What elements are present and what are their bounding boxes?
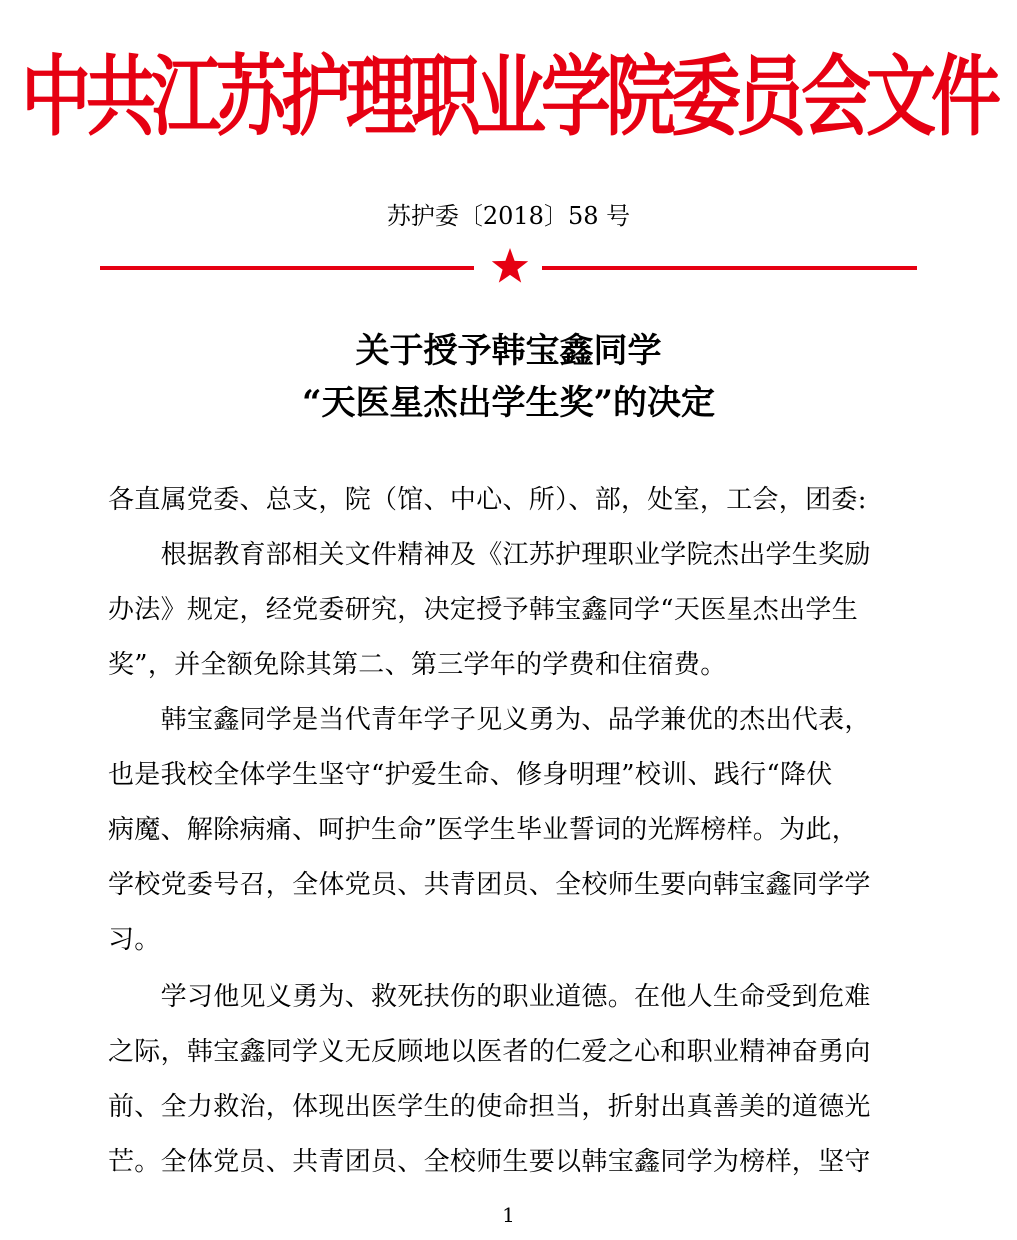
body-line: 办法》规定，经党委研究，决定授予韩宝鑫同学“天医星杰出学生: [108, 595, 858, 625]
document-number: 苏护委〔2018〕58 号: [386, 202, 631, 230]
star-icon: [490, 246, 530, 286]
page-number: 1: [502, 1203, 515, 1227]
body-line: 学习他见义勇为、救死扶伤的职业道德。在他人生命受到危难: [108, 982, 871, 1012]
body-line: 学校党委号召，全体党员、共青团员、全校师生要向韩宝鑫同学学: [108, 870, 871, 900]
body-line: 各直属党委、总支，院（馆、中心、所）、部，处室，工会，团委:: [108, 485, 867, 515]
separator-line-left: [100, 266, 474, 270]
separator-line-right: [542, 266, 917, 270]
body-line: 之际，韩宝鑫同学义无反顾地以医者的仁爱之心和职业精神奋勇向: [108, 1037, 871, 1067]
document-header-title: 中共江苏护理职业学院委员会文件: [21, 45, 996, 149]
body-line: 奖”，并全额免除其第二、第三学年的学费和住宿费。: [108, 650, 727, 680]
decision-title-line-1: 关于授予韩宝鑫同学: [355, 331, 662, 371]
body-line: 芒。全体党员、共青团员、全校师生要以韩宝鑫同学为榜样，坚守: [108, 1147, 871, 1177]
body-line: 也是我校全体学生坚守“护爱生命、修身明理”校训、践行“降伏: [108, 760, 833, 790]
red-separator: [100, 246, 917, 290]
body-line: 韩宝鑫同学是当代青年学子见义勇为、品学兼优的杰出代表，: [108, 705, 871, 735]
body-line: 病魔、解除病痛、呵护生命”医学生毕业誓词的光辉榜样。为此，: [108, 815, 858, 845]
body-line: 根据教育部相关文件精神及《江苏护理职业学院杰出学生奖励: [108, 540, 871, 570]
body-line: 前、全力救治，体现出医学生的使命担当，折射出真善美的道德光: [108, 1092, 871, 1122]
body-line: 习。: [108, 925, 161, 955]
decision-title-line-2: “天医星杰出学生奖”的决定: [301, 383, 716, 423]
